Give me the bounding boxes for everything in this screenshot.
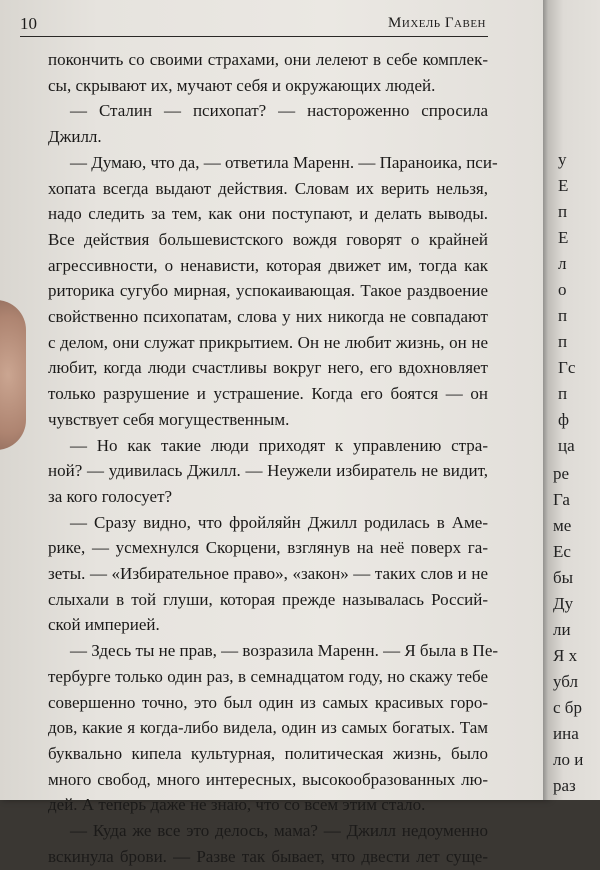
adjacent-page-text: Гс bbox=[558, 358, 576, 377]
text-line: хопата всегда выдают действия. Словам их верить нельзя, bbox=[48, 178, 488, 198]
adjacent-page-text: Га bbox=[553, 490, 570, 509]
adjacent-page-text: Е bbox=[558, 176, 569, 195]
adjacent-page-text: с бр bbox=[553, 698, 582, 717]
adjacent-page-text: ре bbox=[553, 464, 570, 483]
adjacent-page-text: ф bbox=[558, 410, 570, 429]
text-line: много свобод, много интересных, высокообразованных лю- bbox=[48, 769, 488, 789]
text-line: дей. А теперь даже не знаю, что со всем этим стало. bbox=[48, 795, 426, 815]
adjacent-page-text: п bbox=[558, 384, 568, 403]
text-line: рике, — усмехнулся Скорцени, взглянув на неё поверх га- bbox=[48, 538, 488, 558]
adjacent-page-text: ло и bbox=[553, 750, 584, 769]
adjacent-page-text: п bbox=[558, 202, 568, 221]
adjacent-page-text: Ес bbox=[553, 542, 571, 561]
text-line: Все действия большевистского вождя говорят о крайней bbox=[48, 229, 488, 249]
adjacent-page-text: ме bbox=[553, 516, 572, 535]
adjacent-page-text: п bbox=[558, 332, 568, 351]
adjacent-page-text: Я х bbox=[553, 646, 578, 665]
adjacent-page-text: убл bbox=[553, 672, 578, 691]
thumb bbox=[0, 300, 26, 450]
adjacent-page bbox=[548, 0, 600, 800]
text-line: зеты. — «Избирательное право», «закон» — таких слов и не bbox=[48, 564, 488, 584]
text-line: — Куда же все это делось, мама? — Джилл недоуменно bbox=[70, 821, 488, 841]
adjacent-page-text: л bbox=[558, 254, 567, 273]
page-number: 10 bbox=[20, 14, 37, 33]
text-line: слыхали в той глуши, которая прежде называлась Россий- bbox=[48, 589, 488, 609]
text-line: — Сразу видно, что фройляйн Джилл родилась в Аме- bbox=[70, 512, 488, 532]
text-line: агрессивности, о ненависти, которая движет им, тогда как bbox=[48, 255, 488, 275]
author-name: Михель Гавен bbox=[388, 15, 486, 31]
text-line: с делом, они служат прикрытием. Он не любит жизнь, он не bbox=[48, 332, 488, 352]
text-line: покончить со своими страхами, они лелеют в себе комплек- bbox=[48, 50, 488, 69]
adjacent-page-text: раз bbox=[553, 776, 576, 795]
adjacent-page-text: ина bbox=[553, 724, 579, 743]
text-line: — Сталин — психопат? — настороженно спросила bbox=[70, 101, 488, 121]
adjacent-page-text: ли bbox=[553, 620, 571, 639]
text-line: совершенно точно, это был один из самых красивых горо- bbox=[48, 692, 488, 712]
adjacent-page-text: ца bbox=[558, 436, 575, 455]
text-line: сы, скрывают их, мучают себя и окружающих людей. bbox=[48, 75, 436, 95]
text-line: любит, когда люди счастливы вокруг него, его вдохновляет bbox=[48, 358, 488, 378]
adjacent-page-text: у bbox=[558, 150, 567, 169]
adjacent-page-text: Е bbox=[558, 228, 569, 247]
text-line: — Но как такие люди приходят к управлению стра- bbox=[70, 435, 488, 455]
adjacent-page-text: п bbox=[558, 306, 568, 325]
text-line: свойственно психопатам, слова у них никогда не совпадают bbox=[48, 307, 488, 327]
running-header bbox=[20, 10, 488, 37]
text-line: буквально кипела культурная, политическая жизнь, было bbox=[48, 743, 488, 763]
text-line: чувствует себя могущественным. bbox=[48, 409, 290, 429]
text-line: надо следить за тем, как они поступают, и делать выводы. bbox=[48, 204, 488, 224]
text-line: за кого голосует? bbox=[48, 486, 173, 506]
text-line: — Думаю, что да, — ответила Маренн. — Параноика, пси- bbox=[70, 152, 498, 172]
text-line: дов, какие я когда-либо видела, один из самых богатых. Там bbox=[48, 718, 488, 738]
text-line: ской империей. bbox=[48, 615, 160, 635]
body-text bbox=[48, 47, 499, 870]
text-line: Джилл. bbox=[48, 127, 102, 147]
text-line: ной? — удивилась Джилл. — Неужели избиратель не видит, bbox=[48, 461, 488, 481]
adjacent-page-text: бы bbox=[553, 568, 574, 587]
text-line: только разрушение и устрашение. Когда его боятся — он bbox=[48, 384, 488, 404]
text-line: — Здесь ты не прав, — возразила Маренн. — Я была в Пе- bbox=[70, 641, 499, 661]
text-line: риторика сугубо мирная, успокаивающая. Такое раздвоение bbox=[48, 281, 488, 301]
text-line: тербурге только один раз, в семнадцатом году, но скажу тебе bbox=[48, 666, 488, 686]
adjacent-page-text: о bbox=[558, 280, 567, 299]
text-line: вскинула брови. — Разве так бывает, что двести лет суще- bbox=[48, 846, 488, 866]
adjacent-page-text: Ду bbox=[553, 594, 574, 613]
